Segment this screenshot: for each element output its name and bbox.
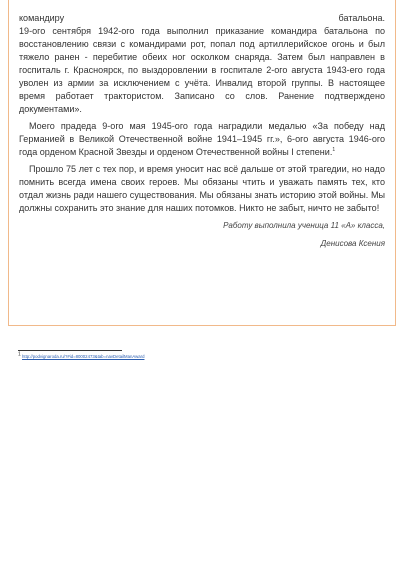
footnote-reference[interactable]: 1 [332, 146, 336, 153]
p1-line1-right: батальона. [338, 13, 385, 23]
signature-author-name: Денисова Ксения [320, 239, 385, 248]
footnote-separator [18, 350, 122, 351]
footnote-number: 1 [18, 351, 21, 358]
footnote-link[interactable]: http://podvignaroda.ru/?#id=80002473&tab=navDetailManAward [21, 354, 145, 359]
paragraph-awards [19, 120, 385, 159]
signature-author-class: Работу выполнила ученица 11 «А» класса, [223, 221, 385, 230]
awards-text: Моего прадеда 9-ого мая 1945-ого года наградили медалью «За победу над Германией в Великой Отечественной войне 1941–1945 гг.», 6-ого августа 1946-ого года орденом Красной Звезды и орденом Отечественной войны I степени. [19, 121, 385, 157]
paragraph-first-line [19, 12, 385, 25]
paragraph-conclusion: Прошло 75 лет с тех пор, и время уносит нас всё дальше от этой трагедии, но надо помнить всегда имена своих героев. Мы обязаны чтить и уважать память тех, кто отдал жизнь ради нашего существования. Мы обязаны знать историю этой войны. Мы должны сохранить это знание для наших потомков. Никто не забыт, ничто не забыто! [19, 164, 385, 213]
paragraph-service-history: 19-ого сентября 1942-ого года выполнил приказание командира батальона по восстановлению связи с командирами рот, попал под артиллерийское огонь и был тяжело ранен - перебитие обеих ног осколком снаряда. Затем был направлен в госпиталь г. Красноярск, по выздоровлении в госпитале 2-ого августа 1943-его года уволен из армии за исключением с учёта. Инвалид второй группы. В настоящее время работает трактористом. Записано со слов. Ранение подтверждено документами». [19, 26, 385, 114]
footnote [18, 353, 144, 361]
bordered-text-frame [8, 0, 396, 326]
p1-line1-left: командиру [19, 13, 65, 23]
